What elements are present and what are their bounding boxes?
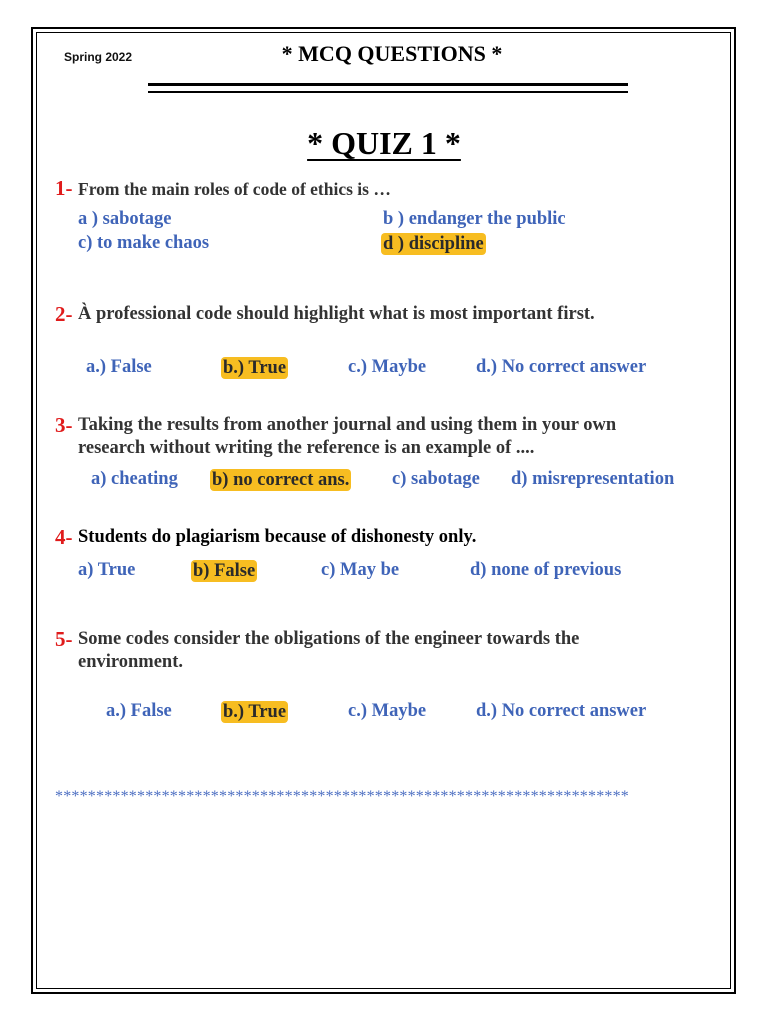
page-border-inner — [36, 32, 731, 989]
question-2-number: 2- — [55, 302, 73, 326]
question-5-option-b-correct[interactable]: b.) True — [223, 702, 287, 722]
question-1-option-c[interactable]: c) to make chaos — [78, 233, 210, 253]
question-5-number: 5- — [55, 627, 73, 651]
question-1-option-b[interactable]: b ) endanger the public — [383, 209, 566, 229]
question-2-option-d[interactable]: d.) No correct answer — [476, 357, 647, 377]
question-1-option-a[interactable]: a ) sabotage — [78, 209, 172, 229]
question-5-option-d[interactable]: d.) No correct answer — [476, 701, 647, 721]
question-3-option-c[interactable]: c) sabotage — [392, 469, 480, 489]
question-5-text-line-1: Some codes consider the obligations of the engineer towards the — [78, 629, 580, 649]
question-5-text-line-2: environment. — [78, 652, 184, 672]
question-4-option-c[interactable]: c) May be — [321, 560, 400, 580]
question-2-option-a[interactable]: a.) False — [86, 357, 152, 377]
question-5-option-c[interactable]: c.) Maybe — [348, 701, 427, 721]
question-5-option-a[interactable]: a.) False — [106, 701, 172, 721]
question-4-option-b-correct[interactable]: b) False — [193, 561, 256, 581]
question-1-text: From the main roles of code of ethics is … — [78, 179, 391, 199]
question-3-option-b-correct[interactable]: b) no correct ans. — [212, 470, 350, 490]
question-3-option-a[interactable]: a) cheating — [91, 469, 178, 489]
question-2-text: À professional code should highlight what is most important first. — [78, 304, 595, 324]
question-3-option-d[interactable]: d) misrepresentation — [511, 469, 675, 489]
separator-stars: ********************************************************************** — [55, 788, 629, 805]
question-4-option-d[interactable]: d) none of previous — [470, 560, 622, 580]
question-3-text-line-1: Taking the results from another journal and using them in your own — [78, 415, 617, 435]
semester-label: Spring 2022 — [64, 50, 133, 64]
question-2-option-c[interactable]: c.) Maybe — [348, 357, 427, 377]
question-3-text-line-2: research without writing the reference is an example of .... — [78, 438, 535, 458]
question-2-option-b-correct[interactable]: b.) True — [223, 358, 287, 378]
question-1-number: 1- — [55, 176, 73, 200]
header-title: * MCQ QUESTIONS * — [281, 41, 503, 66]
question-4-number: 4- — [55, 525, 73, 549]
header-rule-thick — [148, 83, 628, 86]
question-4-text: Students do plagiarism because of dishonesty only. — [78, 527, 477, 547]
question-1-option-d-correct[interactable]: d ) discipline — [383, 234, 484, 254]
question-4-option-a[interactable]: a) True — [78, 560, 136, 580]
question-3-number: 3- — [55, 413, 73, 437]
quiz-title: * QUIZ 1 * — [307, 125, 461, 161]
header-rule-thin — [148, 91, 628, 93]
